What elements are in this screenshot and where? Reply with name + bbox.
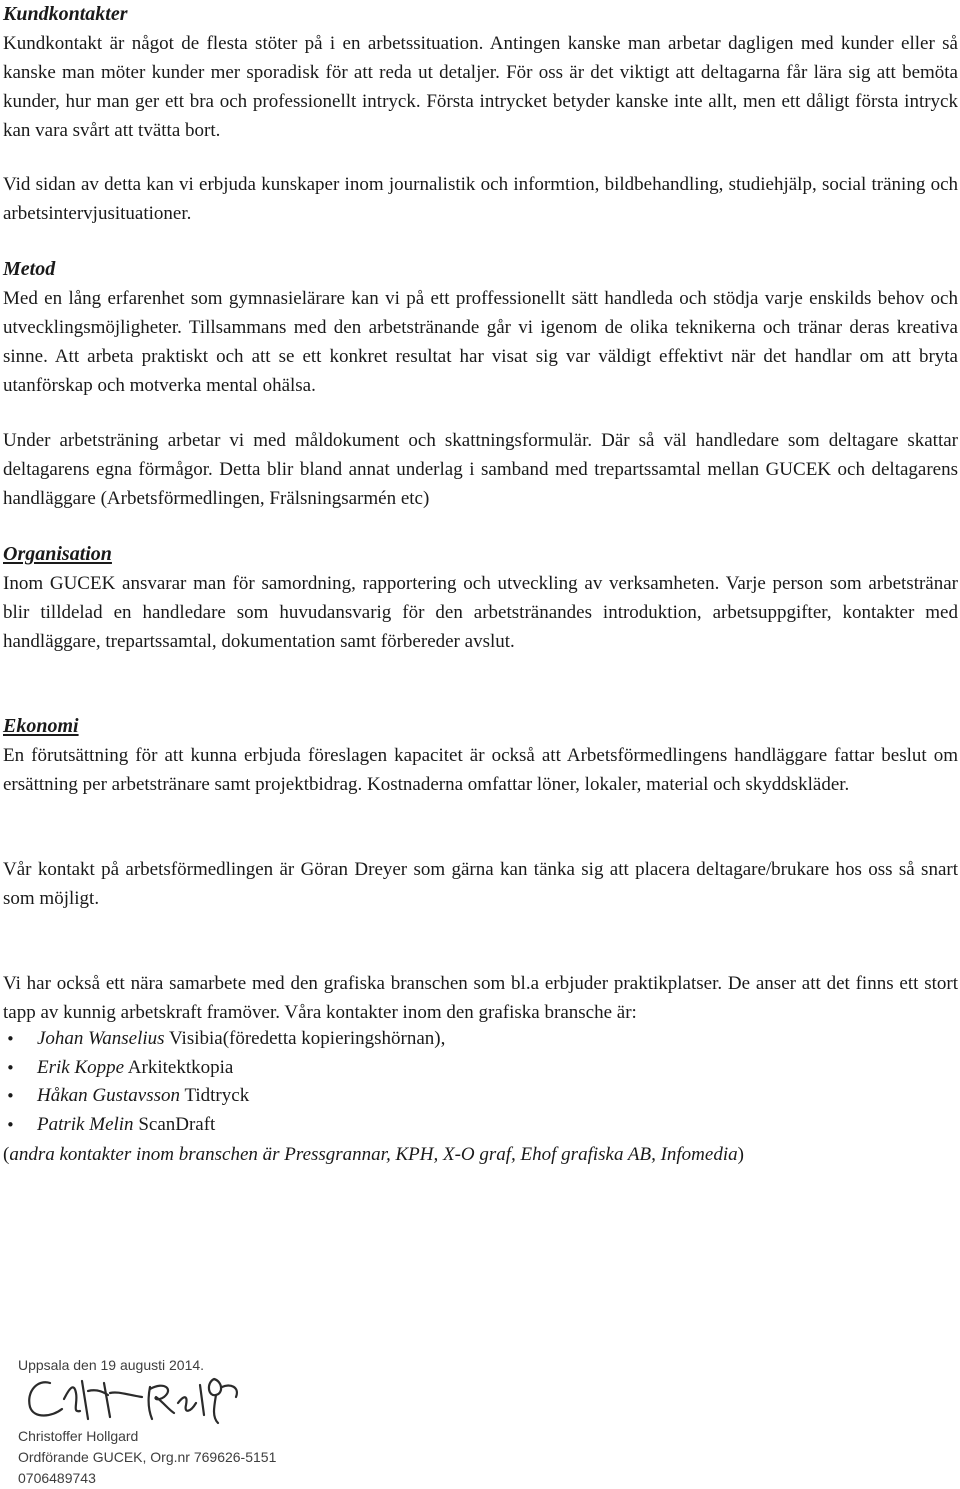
paren-open: ( (3, 1144, 10, 1165)
heading-ekonomi: Ekonomi (3, 715, 79, 737)
bullet-icon: • (6, 1058, 15, 1077)
paragraph-kundkontakter-2: Vid sidan av detta kan vi erbjuda kunskaper inom journalistik och informtion, bildbehandling, studiehjälp, social träning och arbetsintervjusituationer. (3, 174, 958, 224)
contact-name: Johan Wanselius (37, 1028, 165, 1049)
contact-company: ScanDraft (133, 1113, 216, 1135)
list-item (3, 1111, 953, 1140)
contact-company: Tidtryck (180, 1085, 250, 1106)
signature-phone: 0706489743 (18, 1470, 96, 1486)
contact-name: Erik Koppe (37, 1056, 125, 1078)
bullet-icon: • (6, 1087, 15, 1105)
bullet-icon: • (6, 1115, 15, 1134)
paren-close: ) (737, 1144, 744, 1165)
paragraph-metod-2: Under arbetsträning arbetar vi med måldokument och skattningsformulär. Där så väl handledare som deltagare skattar deltagarens egna förmågor. Detta blir bland annat underlag i samband med trepartssamtal mellan GUCEK och deltagarens handläggare (Arbetsförmedlingen, Frälsningsarmén etc) (3, 430, 958, 509)
paragraph-organisation-1: Inom GUCEK ansvarar man för samordning, rapportering och utveckling av verksamheten. Varje person som arbetstränar blir tilldelad en handledare som huvudansvarig för den arbetstränandes introduktion, arbetsuppgifter, kontakter med handläggare, trepartssamtal, dokumentation samt förbereder avslut. (3, 573, 958, 652)
contact-company: Arkitektkopia (124, 1056, 234, 1078)
signature-place-date: Uppsala den 19 augusti 2014. (18, 1357, 205, 1373)
contact-name: Håkan Gustavsson (37, 1085, 181, 1106)
bullet-icon: • (6, 1030, 15, 1048)
signature-role: Ordförande GUCEK, Org.nr 769626-5151 (18, 1449, 277, 1465)
paragraph-kundkontakter-1: Kundkontakt är något de flesta stöter på i en arbetssituation. Antingen kanske man arbetar dagligen med kunder eller så kanske man möter kunder mer sporadisk för att reda ut detaljer. För oss är det viktigt att deltagarna får lära sig att bemöta kunder, hur man ger ett bra och professionellt intryck. Första intrycket betyder kanske inte allt, men ett dåligt första intryck kan vara svårt att tvätta bort. (3, 33, 958, 141)
heading-organisation: Organisation (3, 543, 112, 565)
signature-block (18, 1355, 276, 1489)
handwritten-signature-icon (18, 1373, 248, 1425)
list-item (3, 1025, 953, 1054)
closing-contacts: andra kontakter inom branschen är Pressgrannar, KPH, X-O graf, Ehof grafiska AB, Infomedia (9, 1144, 738, 1165)
heading-kundkontakter: Kundkontakter (3, 3, 128, 25)
paragraph-ekonomi-2: Vår kontakt på arbetsförmedlingen är Göran Dreyer som gärna kan tänka sig att placera deltagare/brukare hos oss så snart som möjligt. (3, 859, 958, 909)
paragraph-metod-1: Med en lång erfarenhet som gymnasielärare kan vi på ett proffessionellt sätt handleda och stödja varje enskilds behov och utvecklingsmöjligheter. Tillsammans med den arbetstränande går vi igenom de olika teknikerna och tränar deras kreativa sinne. Att arbeta praktiskt och att se ett konkret resultat har visat sig var väldigt effektivt när det handlar om att bryta utanförskap och motverka mental ohälsa. (3, 288, 958, 396)
closing-note (3, 1140, 744, 1169)
paragraph-ekonomi-3: Vi har också ett nära samarbete med den grafiska branschen som bl.a erbjuder praktikplatser. De anser att det finns ett stort tapp av kunnig arbetskraft framöver. Våra kontakter inom den grafiska bransche är: (3, 973, 958, 1023)
heading-metod: Metod (3, 258, 56, 280)
contact-company: Visibia(föredetta kopieringshörnan), (164, 1028, 446, 1049)
list-item (3, 1054, 953, 1083)
paragraph-ekonomi-1: En förutsättning för att kunna erbjuda föreslagen kapacitet är också att Arbetsförmedlingens handläggare fattar beslut om ersättning per arbetstränare samt projektbidrag. Kostnaderna omfattar löner, lokaler, material och skyddskläder. (3, 745, 958, 795)
signature-name: Christoffer Hollgard (18, 1428, 139, 1444)
contact-name: Patrik Melin (37, 1113, 134, 1135)
list-item (3, 1082, 953, 1111)
contact-list (3, 1025, 953, 1139)
